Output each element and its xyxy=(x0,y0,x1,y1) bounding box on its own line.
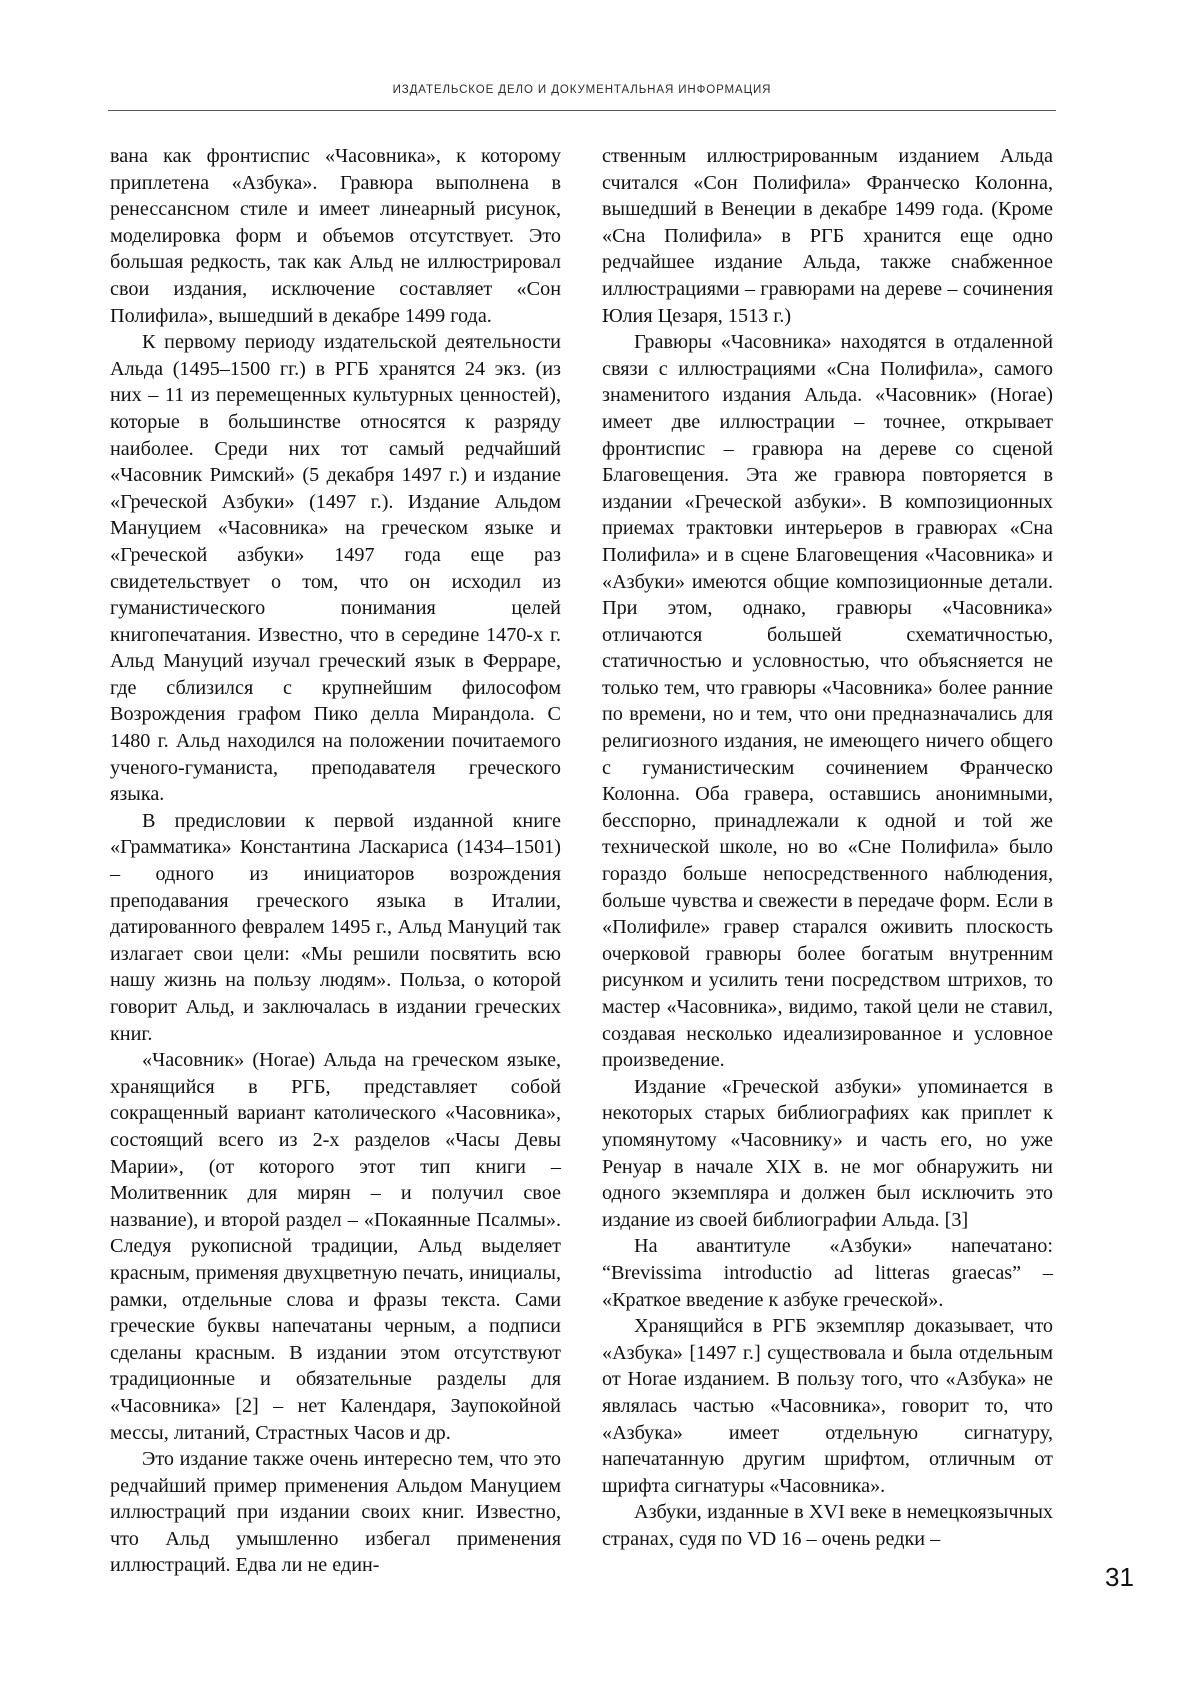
paragraph: Издание «Греческой азбуки» упоминается в некоторых старых библиографиях как приплет к упомянутому «Часовнику» и часть его, но уже Ренуар в начале XIX в. не мог обнаружить ни одного экземпляра и должен был исключить это издание из своей библиографии Альда. [3] xyxy=(602,1075,1053,1231)
paragraph: «Часовник» (Horae) Альда на греческом языке, хранящийся в РГБ, представляет собой сокращенный вариант католического «Часовника», состоящий всего из 2-х разделов «Часы Девы Марии», (от которого этот тип книги – Молитвенник для мирян – и получил свое название), и второй раздел – «Покаянные Псалмы». Следуя рукописной традиции, Альд выделяет красным, применяя двухцветную печать, инициалы, рамки, отдельные слова и фразы текста. Сами греческие буквы напечатаны черным, а подписи сделаны красным. В издании этом отсутствуют традиционные и обязательные разделы для «Часовника» [2] – нет Календаря, Заупокойной мессы, литаний, Страстных Часов и др. xyxy=(110,1049,561,1444)
left-column xyxy=(110,143,561,1579)
paragraph: Азбуки, изданные в XVI веке в немецкоязычных странах, судя по VD 16 – очень редки – xyxy=(602,1501,1053,1550)
running-title: ИЗДАТЕЛЬСКОЕ ДЕЛО И ДОКУМЕНТАЛЬНАЯ ИНФОРМАЦИЯ xyxy=(392,84,772,96)
page-number: 31 xyxy=(1105,1562,1134,1592)
paragraph: На авантитуле «Азбуки» напечатано: “Brevissima introductio ad litteras graecas” – «Краткое введение к азбуке греческой». xyxy=(602,1235,1053,1311)
paragraph: ственным иллюстрированным изданием Альда считался «Сон Полифила» Франческо Колонна, вышедший в Венеции в декабре 1499 года. (Кроме «Сна Полифила» в РГБ хранится еще одно редчайшее издание Альда, также снабженное иллюстрациями – гравюрами на дереве – сочинения Юлия Цезаря, 1513 г.) xyxy=(602,145,1053,327)
right-column xyxy=(602,143,1053,1552)
paragraph: Хранящийся в РГБ экземпляр доказывает, что «Азбука» [1497 г.] существовала и была отдельным от Horae изданием. В пользу того, что «Азбука» не являлась частью «Часовника», говорит то, что «Азбука» имеет отдельную сигнатуру, напечатанную другим шрифтом, отличным от шрифта сигнатуры «Часовника». xyxy=(602,1315,1053,1497)
paragraph: Гравюры «Часовника» находятся в отдаленной связи с иллюстрациями «Сна Полифила», самого знаменитого издания Альда. «Часовник» (Horae) имеет две иллюстрации – точнее, открывает фронтиспис – гравюра на дереве со сценой Благовещения. Эта же гравюра повторяется в издании «Греческой азбуки». В композиционных приемах трактовки интерьеров в гравюрах «Сна Полифила» и в сцене Благовещения «Часовника» и «Азбуки» имеются общие композиционные детали. При этом, однако, гравюры «Часовника» отличаются большей схематичностью, статичностью и условностью, что объясняется не только тем, что гравюры «Часовника» более ранние по времени, но и тем, что они предназначались для религиозного издания, не имеющего ничего общего с гуманистическим сочинением Франческо Колонна. Оба гравера, оставшись анонимными, бесспорно, принадлежали к одной и той же технической школе, но во «Сне Полифила» было гораздо больше непосредственного наблюдения, больше чувства и свежести в передаче форм. Если в «Полифиле» гравер старался оживить плоскость очерковой гравюры более богатым внутренним рисунком и усилить тени посредством штрихов, то мастер «Часовника», видимо, такой цели не ставил, создавая несколько идеализированное и условное произведение. xyxy=(602,331,1053,1072)
header-rule xyxy=(108,110,1056,111)
paragraph: В предисловии к первой изданной книге «Грамматика» Константина Ласкариса (1434–1501) – одного из инициаторов возрождения преподавания греческого языка в Италии, датированного февралем 1495 г., Альд Мануций так излагает свои цели: «Мы решили посвятить всю нашу жизнь на пользу людям». Польза, о которой говорит Альд, и заключалась в издании греческих книг. xyxy=(110,809,561,1045)
paragraph: вана как фронтиспис «Часовника», к которому приплетена «Азбука». Гравюра выполнена в ренессансном стиле и имеет линеарный рисунок, моделировка форм и объемов отсутствует. Это большая редкость, так как Альд не иллюстрировал свои издания, исключение составляет «Сон Полифила», вышедший в декабре 1499 года. xyxy=(110,145,561,327)
paragraph: Это издание также очень интересно тем, что это редчайший пример применения Альдом Мануцием иллюстраций при издании своих книг. Известно, что Альд умышленно избегал применения иллюстраций. Едва ли не един- xyxy=(110,1448,561,1577)
paragraph: К первому периоду издательской деятельности Альда (1495–1500 гг.) в РГБ хранятся 24 экз. (из них – 11 из перемещенных культурных ценностей), которые в большинстве относятся к разряду наиболее. Среди них тот самый редчайший «Часовник Римский» (5 декабря 1497 г.) и издание «Греческой Азбуки» (1497 г.). Издание Альдом Мануцием «Часовника» на греческом языке и «Греческой азбуки» 1497 года еще раз свидетельствует о том, что он исходил из гуманистического понимания целей книгопечатания. Известно, что в середине 1470-х г. Альд Мануций изучал греческий язык в Ферраре, где сблизился с крупнейшим философом Возрождения графом Пико делла Мирандола. С 1480 г. Альд находился на положении почитаемого ученого-гуманиста, преподавателя греческого языка. xyxy=(110,331,561,806)
